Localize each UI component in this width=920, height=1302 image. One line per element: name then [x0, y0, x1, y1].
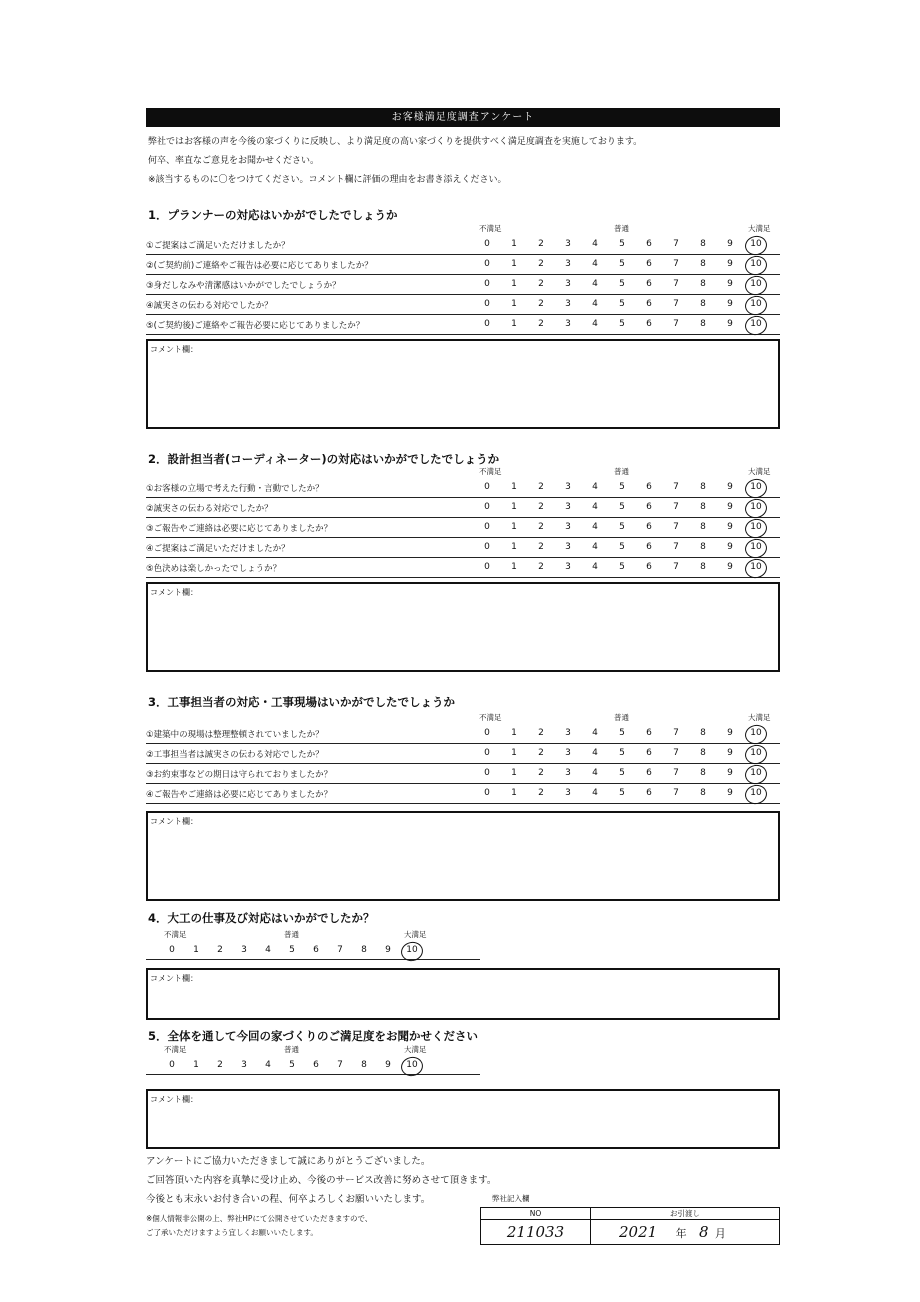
rating-option-4[interactable]: 4 — [592, 542, 598, 552]
selected-rating-circle — [399, 940, 424, 963]
rating-option-4[interactable]: 4 — [592, 788, 598, 798]
rating-option-7[interactable]: 7 — [673, 522, 679, 532]
rating-option-10[interactable]: 10 — [406, 1060, 418, 1070]
rating-option-8[interactable]: 8 — [700, 259, 706, 269]
rating-option-0[interactable]: 0 — [484, 299, 490, 309]
rating-option-5[interactable]: 5 — [619, 748, 625, 758]
intro-line-1: 弊社ではお客様の声を今後の家づくりに反映し、より満足度の高い家づくりを提供すべく満足度調査を実施しております。 — [148, 137, 643, 147]
rating-option-7[interactable]: 7 — [673, 768, 679, 778]
rating-option-1[interactable]: 1 — [511, 279, 517, 289]
rating-option-0[interactable]: 0 — [484, 768, 490, 778]
rating-option-2[interactable]: 2 — [538, 259, 544, 269]
rating-option-0[interactable]: 0 — [484, 482, 490, 492]
rating-option-10[interactable]: 10 — [750, 542, 762, 552]
rating-option-2[interactable]: 2 — [538, 562, 544, 572]
intro-line-2: 何卒、率直なご意見をお聞かせください。 — [148, 156, 320, 166]
office-use-table — [480, 1207, 780, 1245]
rating-option-6[interactable]: 6 — [646, 728, 652, 738]
rating-option-8[interactable]: 8 — [700, 562, 706, 572]
selected-rating-circle — [743, 274, 768, 297]
scale-high-label: 大満足 — [404, 930, 427, 939]
footer-line-3: 今後とも末永いお付き合いの程、何卒よろしくお願いいたします。 — [146, 1194, 431, 1205]
question-row — [146, 276, 780, 295]
rating-option-3[interactable]: 3 — [241, 1060, 247, 1070]
rating-option-7[interactable]: 7 — [673, 299, 679, 309]
rating-option-6[interactable]: 6 — [646, 299, 652, 309]
rating-option-2[interactable]: 2 — [538, 319, 544, 329]
rating-option-7[interactable]: 7 — [673, 502, 679, 512]
rating-option-6[interactable]: 6 — [646, 259, 652, 269]
rating-option-2[interactable]: 2 — [538, 768, 544, 778]
rating-option-6[interactable]: 6 — [646, 522, 652, 532]
scale-low-label: 不満足 — [479, 467, 502, 476]
rating-option-0[interactable]: 0 — [169, 1060, 175, 1070]
rating-option-1[interactable]: 1 — [193, 1060, 199, 1070]
rating-option-6[interactable]: 6 — [646, 482, 652, 492]
rating-option-6[interactable]: 6 — [646, 502, 652, 512]
rating-option-0[interactable]: 0 — [484, 239, 490, 249]
scale-mid-label: 普通 — [284, 930, 299, 939]
rating-option-8[interactable]: 8 — [361, 945, 367, 955]
selected-rating-circle — [743, 314, 768, 337]
rating-option-6[interactable]: 6 — [313, 945, 319, 955]
question-label: ⑤(ご契約後)ご連絡やご報告必要に応じてありましたか？ — [146, 321, 365, 331]
rating-option-8[interactable]: 8 — [700, 239, 706, 249]
rating-option-0[interactable]: 0 — [484, 279, 490, 289]
office-use-label: 弊社記入欄 — [492, 1194, 530, 1203]
rating-option-0[interactable]: 0 — [484, 562, 490, 572]
rating-option-10[interactable]: 10 — [750, 562, 762, 572]
month-unit: 月 — [714, 1227, 726, 1240]
rating-option-8[interactable]: 8 — [700, 768, 706, 778]
rating-option-7[interactable]: 7 — [673, 239, 679, 249]
rating-option-8[interactable]: 8 — [700, 788, 706, 798]
rating-option-3[interactable]: 3 — [565, 522, 571, 532]
rating-option-3[interactable]: 3 — [565, 562, 571, 572]
rating-option-2[interactable]: 2 — [217, 1060, 223, 1070]
question-label: ④ご報告やご連絡は必要に応じてありましたか？ — [146, 790, 333, 800]
question-row — [146, 745, 780, 764]
selected-rating-circle — [743, 557, 768, 580]
rating-option-3[interactable]: 3 — [565, 728, 571, 738]
question-row — [146, 296, 780, 315]
rating-option-7[interactable]: 7 — [673, 319, 679, 329]
rating-option-10[interactable]: 10 — [750, 502, 762, 512]
rating-option-6[interactable]: 6 — [646, 319, 652, 329]
rating-option-0[interactable]: 0 — [484, 502, 490, 512]
scale-high-label: 大満足 — [748, 467, 771, 476]
rating-option-4[interactable]: 4 — [592, 239, 598, 249]
rating-option-9[interactable]: 9 — [385, 1060, 391, 1070]
rating-option-0[interactable]: 0 — [169, 945, 175, 955]
footer-note-2: ご了承いただけますよう宜しくお願いいたします。 — [146, 1228, 318, 1237]
rating-option-3[interactable]: 3 — [565, 768, 571, 778]
rating-option-3[interactable]: 3 — [565, 239, 571, 249]
rating-option-0[interactable]: 0 — [484, 788, 490, 798]
rating-option-2[interactable]: 2 — [538, 279, 544, 289]
rating-option-1[interactable]: 1 — [511, 748, 517, 758]
footer-note-1: ※個人情報非公開の上、弊社HPにて公開させていただきますので、 — [146, 1214, 373, 1223]
rating-option-4[interactable]: 4 — [592, 279, 598, 289]
rating-option-9[interactable]: 9 — [727, 522, 733, 532]
comment-label: コメント欄： — [150, 1095, 198, 1104]
rating-option-9[interactable]: 9 — [727, 728, 733, 738]
rating-option-5[interactable]: 5 — [619, 728, 625, 738]
rating-option-10[interactable]: 10 — [750, 319, 762, 329]
rating-option-5[interactable]: 5 — [619, 279, 625, 289]
rating-option-2[interactable]: 2 — [538, 482, 544, 492]
rating-option-3[interactable]: 3 — [565, 502, 571, 512]
question-label: ①お客様の立場で考えた行動・言動でしたか？ — [146, 484, 324, 494]
question-row — [146, 256, 780, 275]
rating-option-4[interactable]: 4 — [592, 748, 598, 758]
rating-option-9[interactable]: 9 — [727, 279, 733, 289]
rating-option-9[interactable]: 9 — [727, 788, 733, 798]
rating-option-5[interactable]: 5 — [619, 522, 625, 532]
question-row — [146, 236, 780, 255]
comment-box[interactable] — [146, 968, 780, 1020]
scale-mid-label: 普通 — [284, 1045, 299, 1054]
rating-option-1[interactable]: 1 — [511, 299, 517, 309]
selected-rating-circle — [743, 517, 768, 540]
rating-option-8[interactable]: 8 — [700, 502, 706, 512]
section-4-title: 4．大工の仕事及び対応はいかがでしたか？ — [148, 911, 375, 925]
section-5-title: 5．全体を通して今回の家づくりのご満足度をお聞かせください — [148, 1029, 478, 1043]
rating-option-5[interactable]: 5 — [619, 239, 625, 249]
question-label: ④ご提案はご満足いただけましたか？ — [146, 544, 290, 554]
rating-option-0[interactable]: 0 — [484, 259, 490, 269]
question-label: ⑤色決めは楽しかったでしょうか？ — [146, 564, 282, 574]
rating-option-8[interactable]: 8 — [700, 482, 706, 492]
rating-option-10[interactable]: 10 — [750, 239, 762, 249]
rating-option-10[interactable]: 10 — [750, 299, 762, 309]
rating-option-7[interactable]: 7 — [673, 542, 679, 552]
rating-option-4[interactable]: 4 — [592, 482, 598, 492]
selected-rating-circle — [743, 477, 768, 500]
question-label: ③ご報告やご連絡は必要に応じてありましたか？ — [146, 524, 333, 534]
rating-option-2[interactable]: 2 — [538, 728, 544, 738]
rating-option-2[interactable]: 2 — [538, 502, 544, 512]
rating-option-4[interactable]: 4 — [592, 562, 598, 572]
scale-high-label: 大満足 — [748, 713, 771, 722]
rating-option-5[interactable]: 5 — [619, 482, 625, 492]
rating-option-0[interactable]: 0 — [484, 728, 490, 738]
selected-rating-circle — [743, 743, 768, 766]
question-row — [146, 499, 780, 518]
rating-option-5[interactable]: 5 — [619, 259, 625, 269]
comment-box[interactable] — [146, 339, 780, 429]
selected-rating-circle — [743, 763, 768, 786]
rating-option-9[interactable]: 9 — [727, 482, 733, 492]
rating-option-4[interactable]: 4 — [592, 299, 598, 309]
rating-option-5[interactable]: 5 — [619, 542, 625, 552]
rating-option-6[interactable]: 6 — [313, 1060, 319, 1070]
rating-option-4[interactable]: 4 — [265, 945, 271, 955]
rating-option-7[interactable]: 7 — [673, 788, 679, 798]
scale-low-label: 不満足 — [479, 224, 502, 233]
comment-box[interactable] — [146, 811, 780, 901]
rating-option-2[interactable]: 2 — [538, 239, 544, 249]
rating-option-1[interactable]: 1 — [511, 482, 517, 492]
rating-option-7[interactable]: 7 — [673, 279, 679, 289]
question-label: ①ご提案はご満足いただけましたか？ — [146, 241, 290, 251]
intro-line-3: ※該当するものに〇をつけてください。コメント欄に評価の理由をお書き添えください。 — [148, 175, 507, 185]
rating-option-8[interactable]: 8 — [361, 1060, 367, 1070]
rating-option-9[interactable]: 9 — [727, 259, 733, 269]
rating-option-6[interactable]: 6 — [646, 788, 652, 798]
rating-option-3[interactable]: 3 — [565, 279, 571, 289]
rating-option-6[interactable]: 6 — [646, 768, 652, 778]
rating-option-4[interactable]: 4 — [265, 1060, 271, 1070]
question-row — [146, 942, 480, 960]
selected-rating-circle — [743, 497, 768, 520]
rating-option-7[interactable]: 7 — [673, 482, 679, 492]
rating-option-6[interactable]: 6 — [646, 748, 652, 758]
scale-mid-label: 普通 — [614, 224, 629, 233]
rating-option-5[interactable]: 5 — [619, 502, 625, 512]
rating-option-1[interactable]: 1 — [511, 728, 517, 738]
no-value: 211033 — [506, 1223, 565, 1241]
rating-option-2[interactable]: 2 — [538, 299, 544, 309]
rating-option-4[interactable]: 4 — [592, 522, 598, 532]
question-row — [146, 539, 780, 558]
selected-rating-circle — [743, 294, 768, 317]
question-row — [146, 316, 780, 335]
scale-high-label: 大満足 — [404, 1045, 427, 1054]
selected-rating-circle — [743, 723, 768, 746]
comment-label: コメント欄： — [150, 345, 198, 354]
selected-rating-circle — [399, 1055, 424, 1078]
question-row — [146, 479, 780, 498]
rating-option-5[interactable]: 5 — [289, 945, 295, 955]
rating-option-0[interactable]: 0 — [484, 542, 490, 552]
comment-label: コメント欄： — [150, 588, 198, 597]
handover-date-cell — [591, 1220, 780, 1245]
rating-option-3[interactable]: 3 — [565, 788, 571, 798]
rating-option-8[interactable]: 8 — [700, 319, 706, 329]
rating-option-0[interactable]: 0 — [484, 522, 490, 532]
rating-option-9[interactable]: 9 — [727, 319, 733, 329]
question-row — [146, 725, 780, 744]
rating-option-3[interactable]: 3 — [565, 319, 571, 329]
rating-option-2[interactable]: 2 — [217, 945, 223, 955]
question-label: ③お約束事などの期日は守られておりましたか？ — [146, 770, 333, 780]
survey-title: お客様満足度調査アンケート — [146, 108, 780, 127]
no-header: NO — [481, 1208, 591, 1220]
rating-option-9[interactable]: 9 — [727, 502, 733, 512]
comment-box[interactable] — [146, 582, 780, 672]
rating-option-5[interactable]: 5 — [619, 299, 625, 309]
rating-option-2[interactable]: 2 — [538, 542, 544, 552]
rating-option-9[interactable]: 9 — [727, 562, 733, 572]
rating-option-10[interactable]: 10 — [750, 748, 762, 758]
footer-line-2: ご回答頂いた内容を真摯に受け止め、今後のサービス改善に努めさせて頂きます。 — [146, 1175, 497, 1186]
rating-option-0[interactable]: 0 — [484, 319, 490, 329]
rating-option-7[interactable]: 7 — [673, 728, 679, 738]
question-label: ④誠実さの伝わる対応でしたか？ — [146, 301, 273, 311]
scale-low-label: 不満足 — [164, 930, 187, 939]
rating-option-1[interactable]: 1 — [511, 319, 517, 329]
rating-option-9[interactable]: 9 — [727, 299, 733, 309]
rating-option-10[interactable]: 10 — [750, 522, 762, 532]
rating-option-1[interactable]: 1 — [511, 502, 517, 512]
question-label: ②誠実さの伝わる対応でしたか？ — [146, 504, 273, 514]
comment-label: コメント欄： — [150, 817, 198, 826]
rating-option-6[interactable]: 6 — [646, 542, 652, 552]
section-1-title: 1．プランナーの対応はいかがでしたでしょうか — [148, 208, 398, 222]
scale-high-label: 大満足 — [748, 224, 771, 233]
rating-option-8[interactable]: 8 — [700, 279, 706, 289]
rating-option-3[interactable]: 3 — [565, 542, 571, 552]
rating-option-3[interactable]: 3 — [241, 945, 247, 955]
rating-option-5[interactable]: 5 — [619, 562, 625, 572]
question-label: ①建築中の現場は整理整頓されていましたか？ — [146, 730, 324, 740]
rating-option-1[interactable]: 1 — [511, 522, 517, 532]
rating-option-6[interactable]: 6 — [646, 562, 652, 572]
handover-year: 2021 — [619, 1223, 658, 1241]
rating-option-8[interactable]: 8 — [700, 542, 706, 552]
rating-option-9[interactable]: 9 — [727, 239, 733, 249]
question-row — [146, 519, 780, 538]
rating-option-7[interactable]: 7 — [673, 748, 679, 758]
rating-option-6[interactable]: 6 — [646, 279, 652, 289]
question-label: ③身だしなみや清潔感はいかがでしたでしょうか？ — [146, 281, 341, 291]
comment-label: コメント欄： — [150, 974, 198, 983]
scale-mid-label: 普通 — [614, 713, 629, 722]
question-label: ②工事担当者は誠実さの伝わる対応でしたか？ — [146, 750, 324, 760]
rating-option-3[interactable]: 3 — [565, 299, 571, 309]
rating-option-9[interactable]: 9 — [727, 748, 733, 758]
rating-option-1[interactable]: 1 — [511, 562, 517, 572]
question-label: ②(ご契約前)ご連絡やご報告は必要に応じてありましたか？ — [146, 261, 373, 271]
rating-option-10[interactable]: 10 — [750, 482, 762, 492]
rating-option-1[interactable]: 1 — [511, 768, 517, 778]
rating-option-10[interactable]: 10 — [406, 945, 418, 955]
question-row — [146, 765, 780, 784]
selected-rating-circle — [743, 537, 768, 560]
rating-option-8[interactable]: 8 — [700, 299, 706, 309]
rating-option-1[interactable]: 1 — [193, 945, 199, 955]
footer-thanks: アンケートにご協力いただきまして誠にありがとうございました。 — [146, 1156, 431, 1167]
selected-rating-circle — [743, 234, 768, 257]
rating-option-4[interactable]: 4 — [592, 259, 598, 269]
rating-option-4[interactable]: 4 — [592, 502, 598, 512]
rating-option-5[interactable]: 5 — [619, 788, 625, 798]
rating-option-2[interactable]: 2 — [538, 788, 544, 798]
handover-header: お引渡し — [591, 1208, 780, 1220]
year-unit: 年 — [675, 1227, 687, 1240]
rating-option-8[interactable]: 8 — [700, 728, 706, 738]
section-2-title: 2．設計担当者(コーディネーター)の対応はいかがでしたでしょうか — [148, 452, 500, 466]
question-row — [146, 559, 780, 578]
scale-mid-label: 普通 — [614, 467, 629, 476]
rating-option-4[interactable]: 4 — [592, 728, 598, 738]
rating-option-10[interactable]: 10 — [750, 788, 762, 798]
no-value-cell — [481, 1220, 591, 1245]
scale-low-label: 不満足 — [479, 713, 502, 722]
rating-option-10[interactable]: 10 — [750, 279, 762, 289]
rating-option-3[interactable]: 3 — [565, 259, 571, 269]
rating-option-8[interactable]: 8 — [700, 522, 706, 532]
rating-option-4[interactable]: 4 — [592, 319, 598, 329]
rating-option-1[interactable]: 1 — [511, 239, 517, 249]
selected-rating-circle — [743, 254, 768, 277]
comment-box[interactable] — [146, 1089, 780, 1149]
rating-option-0[interactable]: 0 — [484, 748, 490, 758]
question-row — [146, 785, 780, 804]
selected-rating-circle — [743, 783, 768, 806]
rating-option-10[interactable]: 10 — [750, 728, 762, 738]
section-3-title: 3．工事担当者の対応・工事現場はいかがでしたでしょうか — [148, 695, 455, 709]
rating-option-8[interactable]: 8 — [700, 748, 706, 758]
rating-option-9[interactable]: 9 — [385, 945, 391, 955]
rating-option-10[interactable]: 10 — [750, 259, 762, 269]
rating-option-5[interactable]: 5 — [619, 319, 625, 329]
scale-low-label: 不満足 — [164, 1045, 187, 1054]
rating-option-2[interactable]: 2 — [538, 522, 544, 532]
rating-option-9[interactable]: 9 — [727, 768, 733, 778]
rating-option-7[interactable]: 7 — [673, 562, 679, 572]
rating-option-7[interactable]: 7 — [673, 259, 679, 269]
rating-option-6[interactable]: 6 — [646, 239, 652, 249]
rating-option-4[interactable]: 4 — [592, 768, 598, 778]
rating-option-1[interactable]: 1 — [511, 542, 517, 552]
rating-option-9[interactable]: 9 — [727, 542, 733, 552]
rating-option-5[interactable]: 5 — [289, 1060, 295, 1070]
rating-option-7[interactable]: 7 — [337, 1060, 343, 1070]
rating-option-5[interactable]: 5 — [619, 768, 625, 778]
rating-option-3[interactable]: 3 — [565, 482, 571, 492]
rating-option-2[interactable]: 2 — [538, 748, 544, 758]
rating-option-1[interactable]: 1 — [511, 788, 517, 798]
rating-option-10[interactable]: 10 — [750, 768, 762, 778]
rating-option-7[interactable]: 7 — [337, 945, 343, 955]
question-row — [146, 1057, 480, 1075]
handover-month: 8 — [698, 1223, 709, 1241]
rating-option-3[interactable]: 3 — [565, 748, 571, 758]
rating-option-1[interactable]: 1 — [511, 259, 517, 269]
